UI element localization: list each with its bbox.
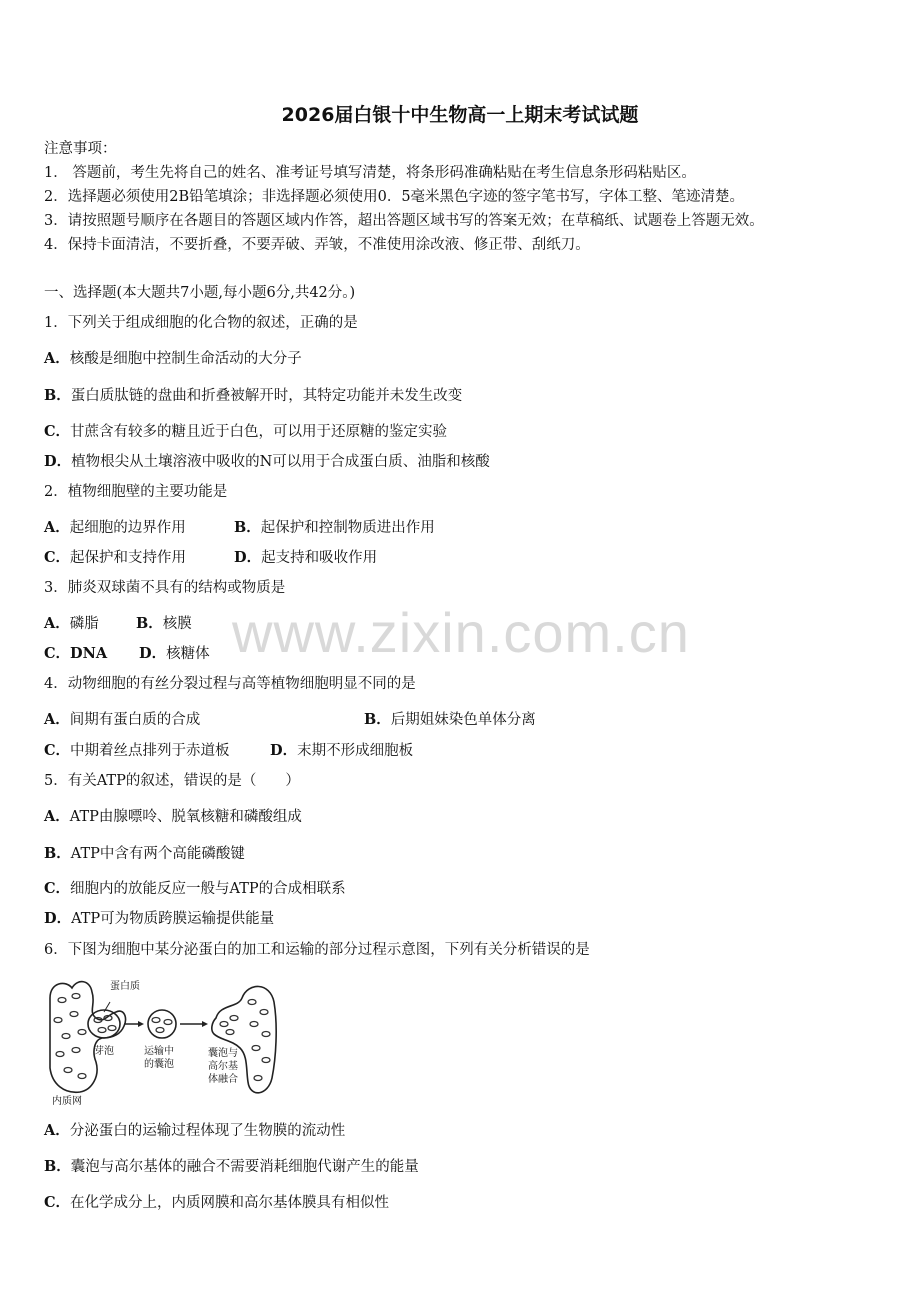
page-title: 2026届白银十中生物高一上期末考试试题 xyxy=(281,104,639,126)
option-text: ATP中含有两个高能磷酸键 xyxy=(70,846,245,862)
option-letter: A． xyxy=(44,1122,70,1139)
label-fusion: 囊泡与 xyxy=(208,1048,238,1059)
option-letter: C． xyxy=(44,645,71,662)
option-text: 核糖体 xyxy=(166,646,210,662)
question-stem: 6．下图为细胞中某分泌蛋白的加工和运输的部分过程示意图，下列有关分析错误的是 xyxy=(44,942,590,958)
option-text: 核酸是细胞中控制生命活动的大分子 xyxy=(69,351,302,367)
option-c xyxy=(44,741,230,761)
option-b xyxy=(234,518,435,538)
option-b xyxy=(44,1157,419,1177)
option-text: 起细胞的边界作用 xyxy=(69,520,186,536)
option-letter: C． xyxy=(44,880,71,897)
question-stem: 2．植物细胞壁的主要功能是 xyxy=(44,484,228,500)
notice-item: 3．请按照题号顺序在各题目的答题区域内作答，超出答题区域书写的答案无效；在草稿纸、试题卷上答题无效。 xyxy=(44,213,764,229)
option-b xyxy=(364,710,536,730)
notice-heading: 注意事项： xyxy=(44,141,117,157)
option-text: 后期姐妹染色单体分离 xyxy=(390,712,536,728)
option-letter: D． xyxy=(139,645,167,662)
label-transport: 运输中 xyxy=(144,1046,174,1057)
option-letter: B． xyxy=(136,615,163,632)
option-letter: C． xyxy=(44,742,71,759)
notice-item: 2．选择题必须使用2B铅笔填涂；非选择题必须使用0．5毫米黑色字迹的签字笔书写，字体工整、笔迹清楚。 xyxy=(44,189,745,205)
option-text: 末期不形成细胞板 xyxy=(297,743,414,759)
option-d xyxy=(270,741,413,761)
option-a xyxy=(44,710,200,730)
notice-item: 1． 答题前，考生先将自己的姓名、准考证号填写清楚，将条形码准确粘贴在考生信息条形码粘贴区。 xyxy=(44,165,696,181)
option-letter: A． xyxy=(44,519,70,536)
watermark: www.zixin.com.cn xyxy=(232,601,690,664)
option-letter: B． xyxy=(44,845,71,862)
option-b xyxy=(44,844,245,864)
option-text: DNA xyxy=(70,645,108,662)
label-er: 内质网 xyxy=(52,1096,82,1107)
option-text: 在化学成分上，内质网膜和高尔基体膜具有相似性 xyxy=(70,1195,390,1211)
label-fusion: 高尔基 xyxy=(208,1061,238,1072)
option-c xyxy=(44,879,346,899)
option-d xyxy=(44,909,274,929)
option-text: 分泌蛋白的运输过程体现了生物膜的流动性 xyxy=(69,1123,346,1139)
option-c xyxy=(44,548,186,568)
option-text: 起保护和控制物质进出作用 xyxy=(260,520,435,536)
question-stem: 4．动物细胞的有丝分裂过程与高等植物细胞明显不同的是 xyxy=(44,676,416,692)
option-letter: D． xyxy=(44,453,72,470)
option-letter: B． xyxy=(364,711,391,728)
option-text: 甘蔗含有较多的糖且近于白色，可以用于还原糖的鉴定实验 xyxy=(70,424,448,440)
option-c xyxy=(44,1193,389,1213)
question-stem: 3．肺炎双球菌不具有的结构或物质是 xyxy=(44,580,286,596)
secretory-protein-diagram xyxy=(44,978,284,1108)
option-letter: C． xyxy=(44,1194,71,1211)
option-letter: C． xyxy=(44,423,71,440)
option-text: 植物根尖从土壤溶液中吸收的N可以用于合成蛋白质、油脂和核酸 xyxy=(71,454,490,470)
option-letter: B． xyxy=(44,387,71,404)
option-text: 细胞内的放能反应一般与ATP的合成相联系 xyxy=(70,881,346,897)
option-c xyxy=(44,422,447,442)
label-bud: 芽泡 xyxy=(94,1046,114,1057)
question-stem: 1．下列关于组成细胞的化合物的叙述，正确的是 xyxy=(44,315,358,331)
option-letter: A． xyxy=(44,615,70,632)
option-letter: A． xyxy=(44,711,70,728)
label-fusion: 体融合 xyxy=(208,1074,238,1085)
option-d xyxy=(44,452,490,472)
option-letter: B． xyxy=(44,1158,71,1175)
option-a xyxy=(44,349,302,369)
question-stem: 5．有关ATP的叙述，错误的是（ ） xyxy=(44,773,300,789)
label-protein: 蛋白质 xyxy=(110,981,140,992)
option-letter: D． xyxy=(270,742,298,759)
option-text: 间期有蛋白质的合成 xyxy=(69,712,201,728)
option-letter: C． xyxy=(44,549,71,566)
option-text: ATP由腺嘌呤、脱氧核糖和磷酸组成 xyxy=(69,809,302,825)
option-text: 囊泡与高尔基体的融合不需要消耗细胞代谢产生的能量 xyxy=(70,1159,419,1175)
option-letter: A． xyxy=(44,808,70,825)
label-transport: 的囊泡 xyxy=(144,1059,174,1070)
option-b xyxy=(44,386,462,406)
option-a xyxy=(44,807,302,827)
er-membrane xyxy=(50,982,126,1093)
option-text: 核膜 xyxy=(162,616,192,632)
option-text: 起支持和吸收作用 xyxy=(261,550,378,566)
option-a xyxy=(44,614,99,634)
section-heading: 一、选择题(本大题共7小题,每小题6分,共42分。) xyxy=(44,285,356,301)
option-letter: A． xyxy=(44,350,70,367)
option-a xyxy=(44,518,186,538)
option-b xyxy=(136,614,192,634)
option-text: 磷脂 xyxy=(69,616,99,632)
option-a xyxy=(44,1121,345,1141)
bud-vesicle xyxy=(88,1010,120,1038)
option-letter: B． xyxy=(234,519,261,536)
option-d xyxy=(234,548,377,568)
notice-item: 4．保持卡面清洁，不要折叠，不要弄破、弄皱，不准使用涂改液、修正带、刮纸刀。 xyxy=(44,237,590,253)
option-letter: D． xyxy=(234,549,262,566)
option-text: 蛋白质肽链的盘曲和折叠被解开时，其特定功能并未发生改变 xyxy=(70,388,463,404)
option-letter: D． xyxy=(44,910,72,927)
option-text: ATP可为物质跨膜运输提供能量 xyxy=(71,911,275,927)
option-text: 中期着丝点排列于赤道板 xyxy=(70,743,230,759)
option-text: 起保护和支持作用 xyxy=(70,550,187,566)
option-d xyxy=(139,644,210,664)
option-c xyxy=(44,644,107,664)
